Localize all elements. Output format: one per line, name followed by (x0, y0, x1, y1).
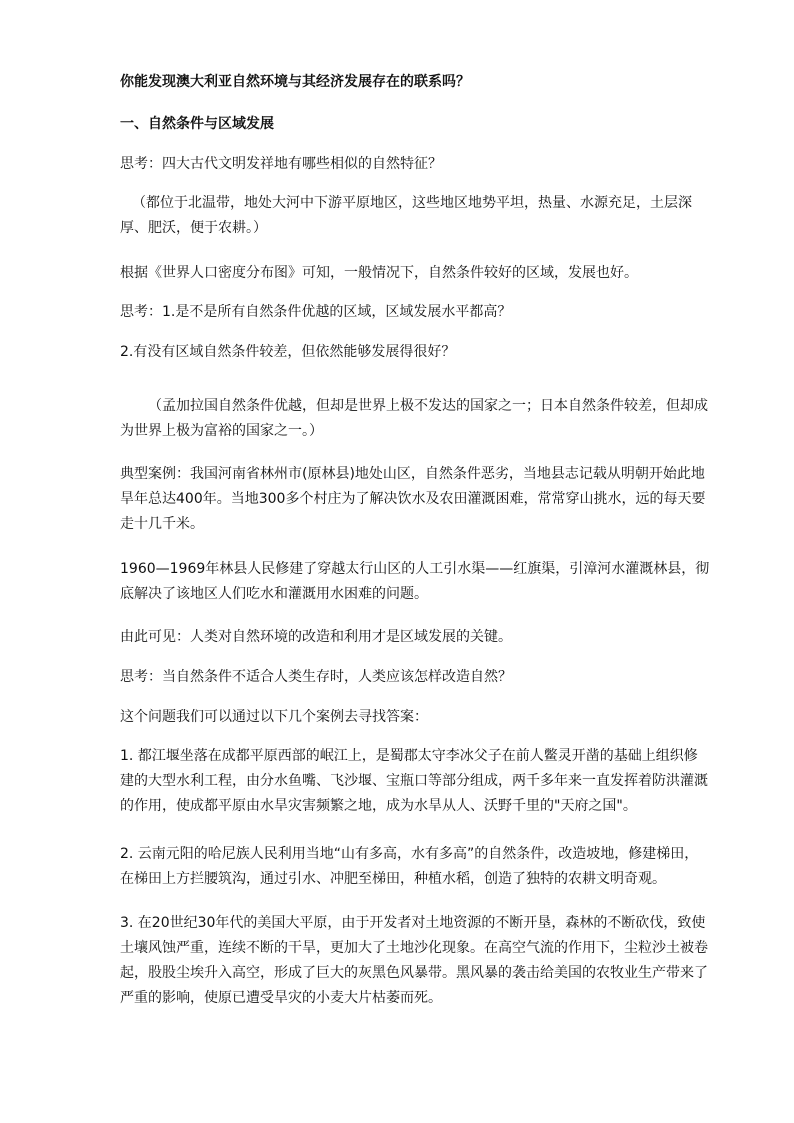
answer-1: （都位于北温带，地处大河中下游平原地区，这些地区地势平坦，热量、水源充足，土层深厚、肥沃，便于农耕。） (120, 195, 692, 236)
think-question-1: 思考：四大古代文明发祥地有哪些相似的自然特征？ (120, 156, 442, 172)
think-question-3: 思考：当自然条件不适合人类生存时，人类应该怎样改造自然？ (120, 669, 512, 685)
think-question-2b: 2.有没有区域自然条件较差，但依然能够发展得很好？ (120, 344, 456, 360)
case-hani-terraces: 2. 云南元阳的哈尼族人民利用当地“山有多高，水有多高”的自然条件，改造坡地，修建梯田，在梯田上方拦腰筑沟，通过引水、冲肥至梯田，种植水稻，创造了独特的农耕文明奇观。 (120, 846, 699, 887)
hongqi-canal-paragraph: 1960—1969年林县人民修建了穿越太行山区的人工引水渠——红旗渠，引漳河水灌溉林县，彻底解决了该地区人们吃水和灌溉用水困难的问题。 (120, 561, 710, 602)
think-question-2: 思考：1.是不是所有自然条件优越的区域，区域发展水平都高？ (120, 304, 512, 320)
case-linzhou: 典型案例：我国河南省林州市(原林县)地处山区，自然条件恶劣，当地县志记载从明朝开始此地旱年总达400年。当地300多个村庄为了解决饮水及农田灌溉困难，常常穿山挑水，远的每天要走十几千米。 (120, 466, 706, 532)
case-dust-bowl: 3. 在20世纪30年代的美国大平原，由于开发者对土地资源的不断开垦，森林的不断砍伐，致使土壤风蚀严重，连续不断的干旱，更加大了土地沙化现象。在高空气流的作用下，尘粒沙土被卷起，股股尘埃升入高空，形成了巨大的灰黑色风暴带。黑风暴的袭击给美国的农牧业生产带来了严重的影响，使原已遭受旱灾的小麦大片枯萎而死。 (120, 915, 708, 1006)
intro-cases: 这个问题我们可以通过以下几个案例去寻找答案： (120, 709, 428, 725)
case-dujiangyan: 1. 都江堰坐落在成都平原西部的岷江上，是蜀郡太守李冰父子在前人鳖灵开凿的基础上组织修建的大型水利工程，由分水鱼嘴、飞沙堰、宝瓶口等部分组成，两千多年来一直发挥着防洪灌溉的作用，使成都平原由水旱灾害频繁之地，成为水旱从人、沃野千里的"天府之国"。 (120, 748, 708, 814)
page-heading: 你能发现澳大利亚自然环境与其经济发展存在的联系吗？ (120, 74, 470, 90)
section-title: 一、自然条件与区域发展 (120, 116, 274, 132)
answer-2: （孟加拉国自然条件优越，但却是世界上极不发达的国家之一；日本自然条件较差，但却成为世界上极为富裕的国家之一。） (120, 398, 708, 439)
conclusion: 由此可见：人类对自然环境的改造和利用才是区域发展的关键。 (120, 629, 512, 645)
population-note: 根据《世界人口密度分布图》可知，一般情况下，自然条件较好的区域，发展也好。 (120, 265, 638, 281)
